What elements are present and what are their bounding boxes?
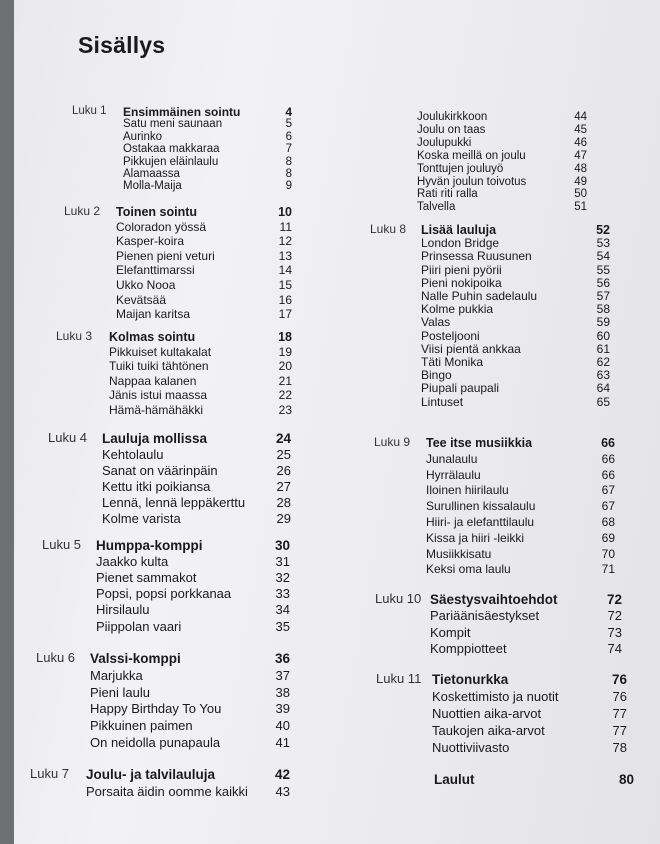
chapter-label: Luku 5 bbox=[42, 537, 82, 552]
page-number: 58 bbox=[596, 302, 610, 317]
song-title: Jänis istui maassa bbox=[109, 388, 208, 403]
page-number: 22 bbox=[278, 388, 292, 403]
page-number: 16 bbox=[278, 292, 292, 307]
song-title: Valas bbox=[421, 315, 451, 330]
song-title: Piupali paupali bbox=[421, 381, 500, 396]
page-number: 33 bbox=[275, 586, 290, 602]
page-number: 15 bbox=[278, 278, 292, 292]
song-title: Taukojen aika-arvot bbox=[432, 723, 545, 738]
song-title: Nuottien aika-arvot bbox=[432, 706, 542, 721]
song-title: Marjukka bbox=[90, 667, 143, 683]
toc-entry bbox=[14, 690, 660, 703]
page-number: 32 bbox=[275, 570, 290, 586]
page-number: 29 bbox=[276, 511, 291, 526]
page-number: 73 bbox=[607, 624, 622, 640]
song-title: Hirsilaulu bbox=[96, 602, 150, 618]
page-number: 8 bbox=[285, 168, 292, 180]
page-number: 67 bbox=[601, 483, 615, 498]
song-title: Kissa ja hiiri -leikki bbox=[426, 530, 525, 545]
chapter-label: Luku 7 bbox=[30, 766, 70, 781]
song-title: Pienet sammakot bbox=[96, 570, 197, 586]
page-number: 11 bbox=[279, 219, 292, 234]
song-title: London Bridge bbox=[421, 236, 500, 251]
chapter-title: Laulut bbox=[434, 772, 475, 787]
toc-entry bbox=[14, 563, 660, 576]
song-title: Keksi oma laulu bbox=[426, 562, 511, 577]
page-number: 40 bbox=[275, 718, 290, 734]
page-number: 70 bbox=[601, 546, 615, 561]
chapter-label: Luku 4 bbox=[48, 430, 88, 445]
song-title: Alamaassa bbox=[123, 168, 180, 180]
song-title: Junalaulu bbox=[426, 451, 478, 466]
chapter-page-number: 24 bbox=[275, 431, 291, 446]
chapter-page-number: 10 bbox=[278, 205, 292, 219]
song-title: Jaakko kulta bbox=[96, 554, 169, 570]
chapter-label: Luku 9 bbox=[374, 435, 411, 449]
page-number: 23 bbox=[278, 403, 292, 417]
song-title: Komppiotteet bbox=[430, 641, 507, 657]
page-number: 64 bbox=[596, 381, 610, 396]
chapter-label: Luku 8 bbox=[370, 222, 407, 236]
song-title: Prinsessa Ruusunen bbox=[421, 249, 532, 264]
page-number: 77 bbox=[612, 723, 627, 738]
song-title: Aurinko bbox=[123, 130, 162, 143]
page-number: 37 bbox=[275, 667, 290, 683]
chapter-page-number: 42 bbox=[274, 767, 290, 782]
song-title: Kolme varista bbox=[102, 511, 181, 526]
song-title: Coloradon yössä bbox=[116, 219, 207, 234]
chapter-title: Tietonurkka bbox=[432, 672, 509, 687]
song-title: Tuiki tuiki tähtönen bbox=[109, 359, 209, 374]
toc-entry bbox=[14, 303, 660, 316]
page-number: 72 bbox=[607, 608, 622, 624]
book-page bbox=[14, 0, 660, 844]
toc-entry bbox=[14, 724, 660, 737]
song-title: Kompit bbox=[430, 624, 471, 640]
toc-entry bbox=[14, 369, 660, 382]
chapter-label: Luku 10 bbox=[375, 591, 422, 606]
song-title: Molla-Maija bbox=[123, 180, 182, 193]
toc-entry bbox=[14, 264, 660, 277]
page-number: 38 bbox=[275, 684, 290, 700]
page-number: 46 bbox=[574, 136, 587, 149]
song-title: Koskettimisto ja nuotit bbox=[432, 689, 559, 704]
toc-entry bbox=[14, 124, 660, 137]
song-title: Viisi pientä ankkaa bbox=[421, 341, 521, 356]
song-title: Lennä, lennä leppäkerttu bbox=[102, 495, 246, 510]
song-title: Pikkuinen paimen bbox=[90, 718, 193, 734]
chapter-label: Luku 6 bbox=[36, 650, 76, 665]
toc-entry bbox=[14, 453, 660, 466]
chapter-heading bbox=[14, 673, 660, 686]
page-number: 67 bbox=[601, 499, 615, 514]
toc-entry bbox=[14, 316, 660, 329]
toc-entry bbox=[14, 356, 660, 369]
toc-entry bbox=[14, 396, 660, 409]
page-number: 59 bbox=[596, 315, 610, 330]
page-number: 74 bbox=[607, 641, 622, 657]
song-title: Piiri pieni pyörii bbox=[421, 262, 502, 277]
chapter-title: Joulu- ja talvilauluja bbox=[86, 767, 216, 782]
chapter-label: Luku 1 bbox=[72, 105, 107, 117]
chapter-page-number: 72 bbox=[606, 592, 622, 607]
song-title: Bingo bbox=[421, 368, 452, 383]
song-title: Kehtolaulu bbox=[102, 447, 164, 462]
chapter-title: Ensimmäinen sointu bbox=[123, 105, 241, 119]
song-title: Rati riti ralla bbox=[417, 188, 478, 201]
page-number: 69 bbox=[601, 530, 615, 545]
page-number: 31 bbox=[275, 554, 290, 570]
page-number: 71 bbox=[601, 562, 615, 577]
song-title: On neidolla punapaula bbox=[90, 735, 221, 750]
chapter-page-number: 52 bbox=[596, 223, 610, 237]
page-number: 21 bbox=[278, 373, 292, 388]
page-number: 43 bbox=[275, 783, 290, 799]
page-number: 9 bbox=[285, 180, 292, 193]
chapter-heading bbox=[14, 437, 660, 450]
chapter-title: Lauluja mollissa bbox=[102, 431, 208, 446]
song-title: Piippolan vaari bbox=[96, 618, 182, 634]
chapter-page-number: 4 bbox=[285, 105, 292, 119]
chapter-title: Toinen sointu bbox=[116, 205, 198, 219]
page-number: 56 bbox=[596, 275, 610, 290]
song-title: Kolme pukkia bbox=[421, 302, 494, 317]
chapter-heading bbox=[14, 224, 660, 237]
song-title: Pieni laulu bbox=[90, 684, 150, 700]
page-number: 26 bbox=[276, 463, 291, 478]
page-number: 57 bbox=[596, 289, 610, 303]
toc-entry bbox=[14, 516, 660, 529]
page-number: 34 bbox=[275, 602, 290, 618]
toc-entry bbox=[14, 188, 660, 201]
chapter-page-number: 80 bbox=[618, 772, 634, 787]
song-title: Posteljooni bbox=[421, 328, 480, 343]
page-number: 66 bbox=[601, 467, 615, 482]
page-number: 68 bbox=[601, 515, 615, 529]
toc-entry bbox=[14, 343, 660, 356]
page-number: 63 bbox=[596, 368, 610, 383]
song-title: Sanat on väärinpäin bbox=[102, 463, 218, 478]
page-number: 5 bbox=[285, 118, 292, 131]
song-title: Pikkujen eläinlaulu bbox=[123, 155, 219, 168]
page-number: 48 bbox=[574, 162, 587, 175]
chapter-title: Valssi-komppi bbox=[90, 651, 181, 666]
toc-entry bbox=[14, 137, 660, 150]
song-title: Hyrrälaulu bbox=[426, 467, 481, 482]
toc-entry bbox=[14, 277, 660, 290]
chapter-heading bbox=[14, 773, 660, 786]
toc-entry bbox=[14, 330, 660, 343]
page-number: 27 bbox=[276, 479, 291, 494]
toc-entry bbox=[14, 500, 660, 513]
song-title: Talvella bbox=[417, 201, 456, 214]
toc-entry bbox=[14, 548, 660, 561]
chapter-label: Luku 11 bbox=[376, 671, 422, 686]
page-number: 61 bbox=[596, 341, 610, 356]
song-title: Kasper-koira bbox=[116, 234, 185, 249]
song-title: Täti Monika bbox=[421, 355, 484, 369]
toc-entry bbox=[14, 785, 660, 798]
page-number: 25 bbox=[276, 447, 291, 462]
page-number: 19 bbox=[278, 344, 292, 359]
page-number: 8 bbox=[285, 155, 292, 168]
chapter-page-number: 30 bbox=[274, 538, 290, 553]
chapter-title: Humppa-komppi bbox=[96, 538, 203, 553]
page-number: 53 bbox=[596, 236, 610, 251]
page-number: 47 bbox=[574, 149, 587, 162]
page-number: 14 bbox=[278, 263, 292, 278]
song-title: Hiiri- ja elefanttilaulu bbox=[426, 515, 535, 529]
song-title: Happy Birthday To You bbox=[90, 701, 222, 717]
song-title: Pienen pieni veturi bbox=[116, 248, 215, 263]
song-title: Pariäänisäestykset bbox=[430, 608, 540, 624]
toc-entry bbox=[14, 111, 660, 124]
page-number: 50 bbox=[574, 188, 587, 201]
page-number: 6 bbox=[285, 130, 292, 143]
chapter-title: Säestysvaihtoehdot bbox=[430, 592, 558, 607]
chapter-title: Lisää lauluja bbox=[421, 223, 497, 237]
page-number: 44 bbox=[574, 111, 587, 123]
toc-entry bbox=[14, 163, 660, 176]
song-title: Kevätsää bbox=[116, 292, 167, 307]
toc-entry bbox=[14, 234, 660, 251]
toc-entry bbox=[14, 150, 660, 163]
page-number: 78 bbox=[612, 740, 627, 755]
page-number: 39 bbox=[275, 701, 290, 717]
toc-entry bbox=[14, 201, 660, 214]
toc-entry bbox=[14, 250, 660, 263]
page-number: 13 bbox=[278, 248, 292, 263]
song-title: Iloinen hiirilaulu bbox=[426, 483, 509, 498]
song-title: Joulupukki bbox=[417, 136, 472, 149]
chapter-label: Luku 2 bbox=[64, 204, 101, 218]
song-title: Nalle Puhin sadelaulu bbox=[421, 289, 538, 303]
page-number: 77 bbox=[612, 706, 627, 721]
song-title: Maijan karitsa bbox=[116, 307, 191, 322]
chapter-title: Tee itse musiikkia bbox=[426, 436, 533, 450]
song-title: Tonttujen jouluyö bbox=[417, 162, 504, 175]
chapter-title: Kolmas sointu bbox=[109, 330, 196, 344]
song-title: Satu meni saunaan bbox=[123, 118, 223, 131]
page-number: 20 bbox=[278, 359, 292, 374]
chapter-page-number: 36 bbox=[274, 651, 290, 666]
page-number: 62 bbox=[596, 355, 610, 369]
page-number: 28 bbox=[276, 495, 291, 510]
page-number: 54 bbox=[596, 249, 610, 264]
chapter-heading bbox=[14, 593, 660, 606]
page-number: 7 bbox=[285, 143, 292, 156]
song-title: Nappaa kalanen bbox=[109, 373, 197, 388]
toc-entry bbox=[14, 484, 660, 497]
page-number: 49 bbox=[574, 175, 587, 188]
page-number: 41 bbox=[275, 735, 290, 750]
song-title: Hämä-hämähäkki bbox=[109, 403, 204, 417]
song-title: Lintuset bbox=[421, 394, 464, 409]
song-title: Popsi, popsi porkkanaa bbox=[96, 586, 232, 602]
toc-entry bbox=[14, 609, 660, 622]
page-number: 66 bbox=[601, 451, 615, 466]
page-number: 76 bbox=[612, 689, 627, 704]
song-title: Pieni nokipoika bbox=[421, 275, 502, 290]
page-number: 55 bbox=[596, 262, 610, 277]
toc-entry bbox=[14, 707, 660, 720]
toc-entry bbox=[14, 642, 660, 655]
song-title: Pikkuiset kultakalat bbox=[109, 344, 212, 359]
toc-entry bbox=[14, 176, 660, 189]
chapter-page-number: 76 bbox=[611, 672, 627, 687]
song-title: Nuottiviivasto bbox=[432, 740, 510, 755]
chapter-page-number: 18 bbox=[278, 330, 292, 344]
page-number: 35 bbox=[275, 618, 290, 634]
page-number: 12 bbox=[278, 234, 292, 249]
toc-entry bbox=[14, 290, 660, 303]
toc-entry bbox=[14, 382, 660, 395]
page-number: 65 bbox=[596, 394, 610, 409]
song-title: Koska meillä on joulu bbox=[417, 149, 526, 162]
song-title: Elefanttimarssi bbox=[116, 263, 195, 278]
toc-entry bbox=[14, 469, 660, 482]
song-title: Ostakaa makkaraa bbox=[123, 143, 220, 156]
page-number: 45 bbox=[574, 123, 587, 136]
song-title: Kettu itki poikiansa bbox=[102, 479, 211, 494]
toc-entry bbox=[14, 532, 660, 545]
page-number: 51 bbox=[574, 201, 587, 214]
song-title: Joulu on taas bbox=[417, 123, 486, 136]
song-title: Ukko Nooa bbox=[116, 278, 176, 292]
song-title: Hyvän joulun toivotus bbox=[417, 175, 527, 188]
chapter-page-number: 66 bbox=[601, 436, 615, 450]
toc-entry bbox=[14, 626, 660, 639]
toc-entry bbox=[14, 741, 660, 754]
page-title: Sisällys bbox=[78, 32, 166, 58]
chapter-label: Luku 3 bbox=[56, 329, 93, 343]
page-number: 17 bbox=[278, 307, 292, 322]
song-title: Joulukirkkoon bbox=[417, 111, 488, 123]
song-title: Surullinen kissalaulu bbox=[426, 499, 536, 514]
song-title: Musiikkisatu bbox=[426, 546, 492, 561]
page-number: 60 bbox=[596, 328, 610, 343]
song-title: Porsaita äidin oomme kaikki bbox=[86, 783, 248, 799]
